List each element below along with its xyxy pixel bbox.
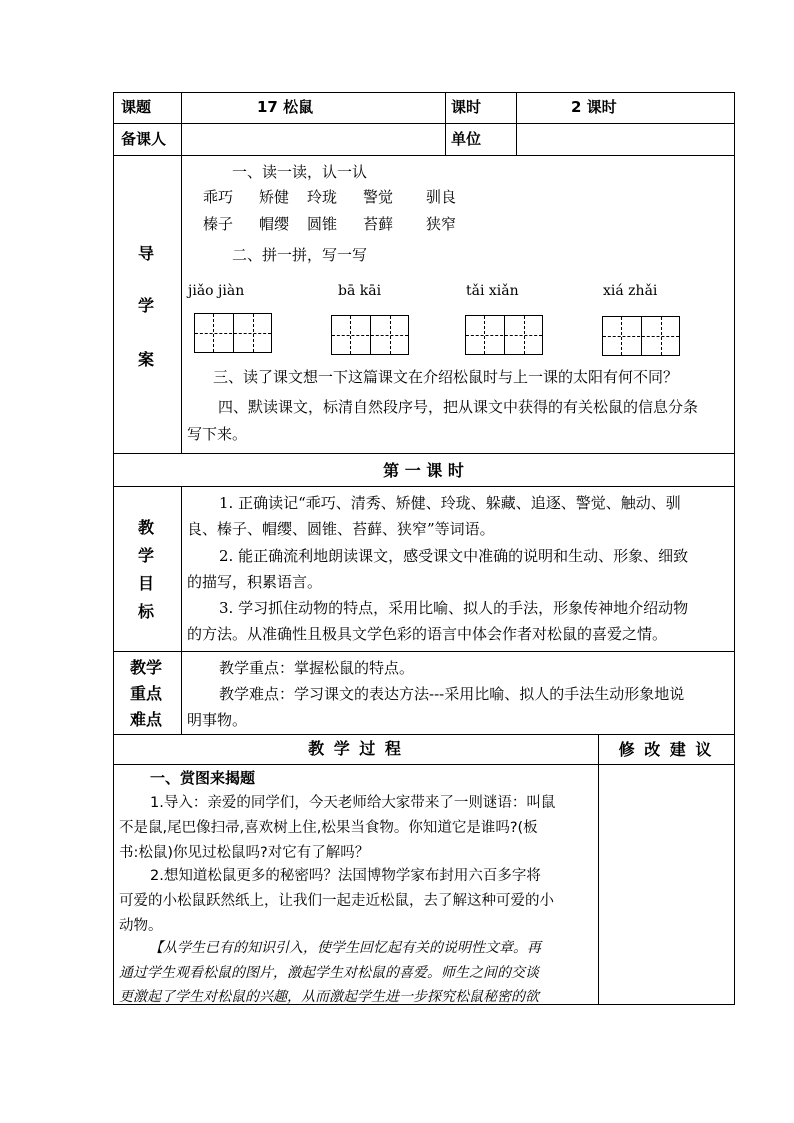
pinyin-label: bā kāi (338, 283, 382, 299)
process-section-title: 一、赏图来揭题 (150, 769, 256, 787)
revision-header: 修 改 建 议 (618, 740, 714, 759)
guide-side-char: 案 (138, 350, 155, 369)
pinyin-label: xiá zhǎi (603, 283, 658, 299)
process-text: 书:松鼠)你见过松鼠吗?对它有了解吗？ (119, 845, 370, 861)
design-note: 【从学生已有的知识引入，使学生回忆起有关的说明性文章。再 (149, 940, 541, 956)
vocab-word: 圆锥 (307, 215, 338, 233)
table-line (598, 734, 599, 1004)
writing-grid[interactable] (331, 315, 409, 355)
vocab-word: 乖巧 (203, 188, 234, 206)
pinyin-label: tǎi xiǎn (466, 283, 519, 299)
unit-label: 单位 (451, 130, 482, 148)
goals-side-char: 教 (138, 518, 155, 537)
pinyin-label: jiǎo jiàn (188, 283, 245, 299)
topic-label: 课题 (121, 98, 152, 116)
design-note: 通过学生观看松鼠的图片，激起学生对松鼠的喜爱。师生之间的交谈 (119, 965, 539, 981)
vocab-word: 狭窄 (426, 215, 457, 233)
topic-value: 17 松鼠 (257, 98, 314, 116)
goals-side-char: 学 (138, 546, 155, 565)
table-line (113, 92, 114, 1005)
period-value: 2 课时 (571, 98, 617, 116)
writing-grid[interactable] (465, 315, 543, 355)
table-line (113, 486, 734, 487)
goal-line: 3. 学习抓住动物的特点，采用比喻、拟人的手法，形象传神地介绍动物 (219, 599, 689, 617)
design-note: 更激起了学生对松鼠的兴趣，从而激起学生进一步探究松鼠秘密的欲 (119, 989, 539, 1005)
guide-section3: 三、读了课文想一下这篇课文在介绍松鼠时与上一课的太阳有何不同？ (213, 368, 679, 386)
guide-section1-title: 一、读一读，认一认 (232, 163, 368, 181)
writing-grid[interactable] (194, 313, 272, 353)
keypoints-side-label: 教学 (130, 658, 163, 677)
vocab-word: 榛子 (203, 215, 234, 233)
guide-side-char: 学 (138, 296, 155, 315)
goal-line: 良、榛子、帽缨、圆锥、苔藓、狭窄”等词语。 (187, 520, 495, 538)
process-header: 教 学 过 程 (308, 739, 403, 758)
preparer-label: 备课人 (121, 130, 167, 148)
goal-line: 2. 能正确流利地朗读课文，感受课文中准确的说明和生动、形象、细致 (219, 547, 689, 565)
vocab-word: 警觉 (363, 188, 394, 206)
writing-grid[interactable] (602, 316, 680, 356)
goal-line: 的描写，积累语言。 (187, 573, 323, 591)
goals-side-char: 标 (138, 602, 155, 621)
process-text: 2.想知道松鼠更多的秘密吗？法国博物学家布封用六百多字将 (150, 868, 541, 884)
vocab-word: 玲珑 (307, 188, 338, 206)
table-line (113, 123, 734, 124)
guide-section4-line: 四、默读课文，标清自然段序号，把从课文中获得的有关松鼠的信息分条 (218, 398, 699, 416)
table-line (113, 764, 734, 765)
process-text: 动物。 (119, 918, 163, 934)
table-line (113, 92, 734, 93)
table-line (516, 92, 517, 155)
guide-side-char: 导 (138, 244, 155, 263)
table-line (113, 734, 734, 735)
table-line (113, 155, 734, 156)
process-text: 不是鼠,尾巴像扫帚,喜欢树上住,松果当食物。你知道它是谁吗?(板 (119, 820, 538, 836)
table-line (181, 486, 182, 734)
first-period-title: 第 一 课 时 (383, 461, 464, 480)
keypoint-line: 教学难点：学习课文的表达方法---采用比喻、拟人的手法生动形象地说 (219, 685, 685, 703)
table-line (734, 92, 735, 1005)
table-line (445, 92, 446, 155)
guide-section4-line: 写下来。 (187, 425, 248, 443)
vocab-word: 驯良 (426, 188, 457, 206)
vocab-word: 矫健 (259, 188, 290, 206)
table-line (113, 651, 734, 652)
table-line (113, 453, 734, 454)
process-text: 1.导入：亲爱的同学们，今天老师给大家带来了一则谜语：叫鼠 (150, 795, 556, 811)
vocab-word: 苔藓 (363, 215, 394, 233)
keypoint-line: 明事物。 (187, 711, 248, 729)
guide-section2-title: 二、拼一拼，写一写 (232, 246, 368, 264)
keypoint-line: 教学重点：掌握松鼠的特点。 (219, 659, 415, 677)
keypoints-side-label: 重点 (130, 684, 163, 703)
period-label: 课时 (451, 98, 482, 116)
process-text: 可爱的小松鼠跃然纸上，让我们一起走近松鼠，去了解这种可爱的小 (119, 893, 554, 909)
table-line (181, 92, 182, 454)
goal-line: 1. 正确读记“乖巧、清秀、矫健、玲珑、躲藏、追逐、警觉、触动、驯 (219, 494, 681, 512)
vocab-word: 帽缨 (259, 215, 290, 233)
goal-line: 的方法。从准确性且极具文学色彩的语言中体会作者对松鼠的喜爱之情。 (187, 625, 668, 643)
keypoints-side-label: 难点 (130, 710, 163, 729)
goals-side-char: 目 (138, 574, 155, 593)
